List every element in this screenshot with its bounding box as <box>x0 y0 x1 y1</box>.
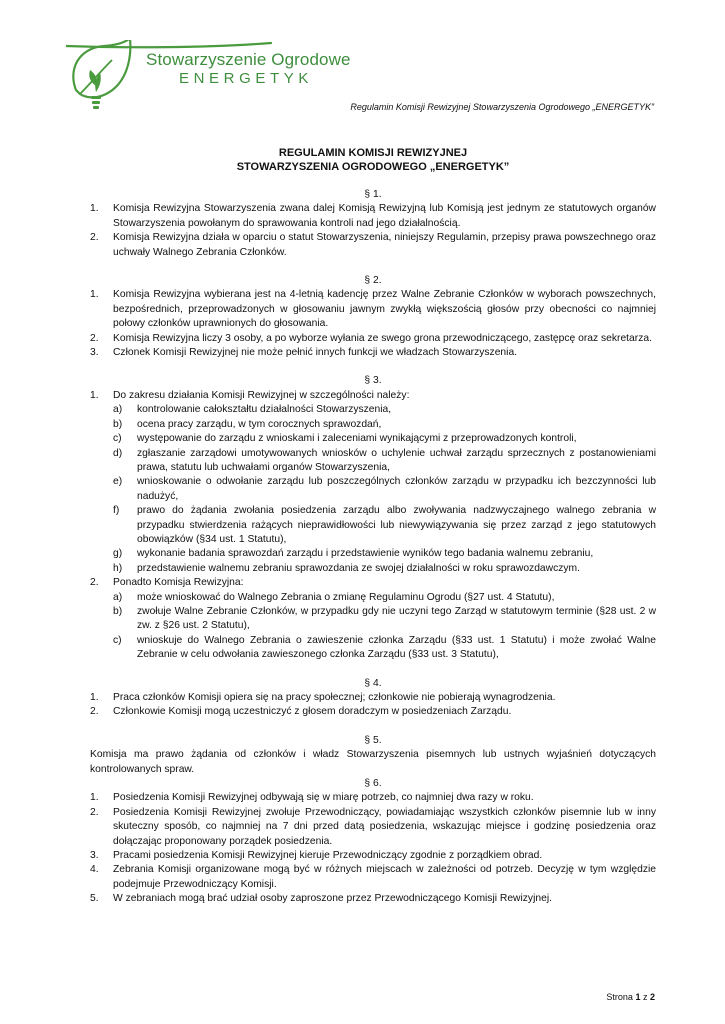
sub-item <box>90 547 656 561</box>
logo-subtitle: ENERGETYK <box>179 70 313 87</box>
sub-item-letter: g) <box>113 548 123 560</box>
list-item <box>90 849 656 863</box>
sub-item-letter: e) <box>113 476 123 488</box>
item-number: 1. <box>90 289 99 301</box>
sub-item <box>90 634 656 663</box>
item-text: Komisja Rewizyjna liczy 3 osoby, a po wyborze wyłania ze swego grona przewodniczącego, zastępcę oraz sekretarza. <box>113 332 652 344</box>
item-text: Do zakresu działania Komisji Rewizyjnej w szczególności należy: <box>113 389 410 401</box>
section-heading: § 1. <box>364 189 382 200</box>
item-number: 2. <box>90 232 99 244</box>
sub-item-letter: f) <box>113 505 120 517</box>
sub-item <box>90 475 656 504</box>
sub-item-text: wykonanie badania sprawozdań zarządu i przedstawienie wyników tego badania walnemu zebraniu, <box>137 548 594 560</box>
sub-item-text: wnioskuje do Walnego Zebrania o zawieszenie członka Zarządu (§33 ust. 1 Statutu) i może zwołać Walne Zebranie w celu odwołania zawieszonego członka Zarządu (§33 ust. 3 Statutu), <box>137 634 656 661</box>
list-item <box>90 202 656 231</box>
list-item <box>90 892 656 906</box>
item-text: Posiedzenia Komisji Rewizyjnej odbywają się w miarę potrzeb, co najmniej dwa razy w roku. <box>113 792 534 804</box>
sub-item-letter: b) <box>113 418 123 430</box>
sub-item <box>90 504 656 547</box>
list-item <box>90 288 656 331</box>
list-item <box>90 231 656 260</box>
sub-item-text: ocena pracy zarządu, w tym corocznych sprawozdań, <box>137 418 382 430</box>
section-heading: § 4. <box>364 677 382 689</box>
logo <box>66 40 356 110</box>
sub-item-text: prawo do żądania zwołania posiedzenia zarządu albo zwoływania nadzwyczajnego walnego zebrania w przypadku stwierdzenia rażących nieprawidłowości lub niewywiązywania się przez zarząd z jego statutowych obowiązków (§34 ust. 1 Statutu), <box>137 505 656 545</box>
item-number: 3. <box>90 850 99 862</box>
item-text: Członek Komisji Rewizyjnej nie może pełnić innych funkcji we władzach Stowarzyszenia. <box>113 347 518 359</box>
item-text: Zebrania Komisji organizowane mogą być w różnych miejscach w zależności od potrzeb. Decyzję w tym względzie podejmuje Przewodniczący Komisji. <box>113 864 656 890</box>
sub-item-text: zgłaszanie zarządowi umotywowanych wniosków o uchylenie uchwał zarządu sprzecznych z postanowieniami prawa, statutu lub uchwałami organów Stowarzyszenia, <box>137 447 656 473</box>
item-number: 1. <box>90 389 99 401</box>
logo-name: Stowarzyszenie Ogrodowe <box>146 50 351 69</box>
item-text: W zebraniach mogą brać udział osoby zaproszone przez Przewodniczącego Komisji Rewizyjnej. <box>113 893 552 905</box>
document-title-line-2: STOWARZYSZENIA OGRODOWEGO „ENERGETYK” <box>236 161 510 173</box>
sub-item-letter: a) <box>113 404 123 416</box>
footer-page: 1 <box>635 992 641 1002</box>
sub-item <box>90 418 656 432</box>
item-number: 1. <box>90 203 99 215</box>
footer-label: Strona <box>606 992 633 1002</box>
sub-item-text: zwołuje Walne Zebranie Członków, w przypadku gdy nie uczyni tego Zarząd w statutowym terminie (§28 ust. 2 w zw. z §26 ust. 2 Statutu), <box>137 605 656 632</box>
sub-item-letter: d) <box>113 447 123 459</box>
sub-item-letter: b) <box>113 605 123 617</box>
item-number: 3. <box>90 347 99 359</box>
list-item <box>90 791 656 805</box>
list-item <box>90 346 656 360</box>
item-text: Pracami posiedzenia Komisji Rewizyjnej kieruje Przewodniczący zgodnie z porządkiem obrad. <box>113 850 543 862</box>
item-number: 1. <box>90 692 99 703</box>
sub-item-letter: a) <box>113 591 123 603</box>
item-text: Praca członków Komisji opiera się na pracy społecznej; członkowie nie pobierają wynagrodzenia. <box>113 692 556 703</box>
sub-item <box>90 403 656 417</box>
sub-item-text: przedstawienie walnemu zebraniu sprawozdania ze swojej działalności w roku sprawozdawczym. <box>137 562 580 574</box>
sub-item <box>90 605 656 634</box>
sub-item-text: występowanie do zarządu z wnioskami i zaleceniami wynikającymi z przeprowadzonych kontroli, <box>137 433 577 445</box>
sub-item <box>90 447 656 476</box>
sub-item-letter: c) <box>113 433 122 445</box>
item-number: 1. <box>90 792 99 804</box>
list-item <box>90 576 656 590</box>
sub-item <box>90 562 656 576</box>
section-heading: § 2. <box>364 275 382 287</box>
list-item <box>90 705 656 719</box>
section-heading: § 5. <box>364 734 382 746</box>
item-text: Komisja Rewizyjna Stowarzyszenia zwana dalej Komisją Rewizyjną lub Komisją jest jednym ze statutowych organów Stowarzyszenia powołanym do sprawowania kontroli nad jego działalnością. <box>113 203 656 229</box>
document-body <box>90 146 656 907</box>
running-header: Regulamin Komisji Rewizyjnej Stowarzyszenia Ogrodowego „ENERGETYK” <box>350 102 654 112</box>
logo-swoosh <box>66 40 276 54</box>
item-number: 5. <box>90 893 99 905</box>
section-heading: § 6. <box>364 778 382 790</box>
item-text: Komisja Rewizyjna wybierana jest na 4-letnią kadencję przez Walne Zebranie Członków w wyborach powszechnych, bezpośrednich, przeprowadzonych w głosowaniu jawnym zwykłą większością głosów przy obecności co najmniej połowy członków uprawnionych do głosowania. <box>113 289 656 330</box>
item-number: 4. <box>90 864 99 876</box>
list-item <box>90 691 656 705</box>
item-number: 2. <box>90 806 99 818</box>
sub-item <box>90 432 656 446</box>
sub-item-text: kontrolowanie całokształtu działalności Stowarzyszenia, <box>137 404 392 416</box>
item-number: 2. <box>90 706 99 718</box>
section-heading: § 3. <box>364 375 382 387</box>
item-text: Posiedzenia Komisji Rewizyjnej zwołuje Przewodniczący, powiadamiając wszystkich członków pisemnie lub w inny skuteczny sposób, co najmniej na 7 dni przed datą posiedzenia, wskazując miejsce i godzinę posiedzenia oraz dołączając proponowany porządek posiedzenia. <box>113 806 656 847</box>
list-item <box>90 332 656 346</box>
list-item <box>90 863 656 892</box>
list-item <box>90 806 656 849</box>
item-number: 2. <box>90 577 99 589</box>
sub-item-letter: c) <box>113 634 122 646</box>
sub-item <box>90 591 656 605</box>
document-title-line-1: REGULAMIN KOMISJI REWIZYJNEJ <box>278 147 468 159</box>
item-text: Ponadto Komisja Rewizyjna: <box>113 577 244 589</box>
item-text: Komisja Rewizyjna działa w oparciu o statut Stowarzyszenia, niniejszy Regulamin, przepisy prawa powszechnego oraz uchwały Walnego Zebrania Członków. <box>113 232 656 258</box>
list-item <box>90 389 656 403</box>
sub-item-text: wnioskowanie o odwołanie zarządu lub poszczególnych członków zarządu w przypadku ich bezczynności lub nadużyć, <box>137 476 656 502</box>
item-text: Członkowie Komisji mogą uczestniczyć z głosem doradczym w posiedzeniach Zarządu. <box>113 706 512 718</box>
footer-total: 2 <box>649 992 655 1002</box>
paragraph: Komisja ma prawo żądania od członków i władz Stowarzyszenia pisemnych lub ustnych wyjaśnień dotyczących kontrolowanych spraw. <box>90 749 656 775</box>
sub-item-letter: h) <box>113 562 123 574</box>
sub-item-text: może wnioskować do Walnego Zebrania o zmianę Regulaminu Ogrodu (§27 ust. 4 Statutu), <box>137 591 555 603</box>
page-footer <box>606 992 655 1002</box>
item-number: 2. <box>90 332 99 344</box>
footer-sep: z <box>642 992 648 1002</box>
